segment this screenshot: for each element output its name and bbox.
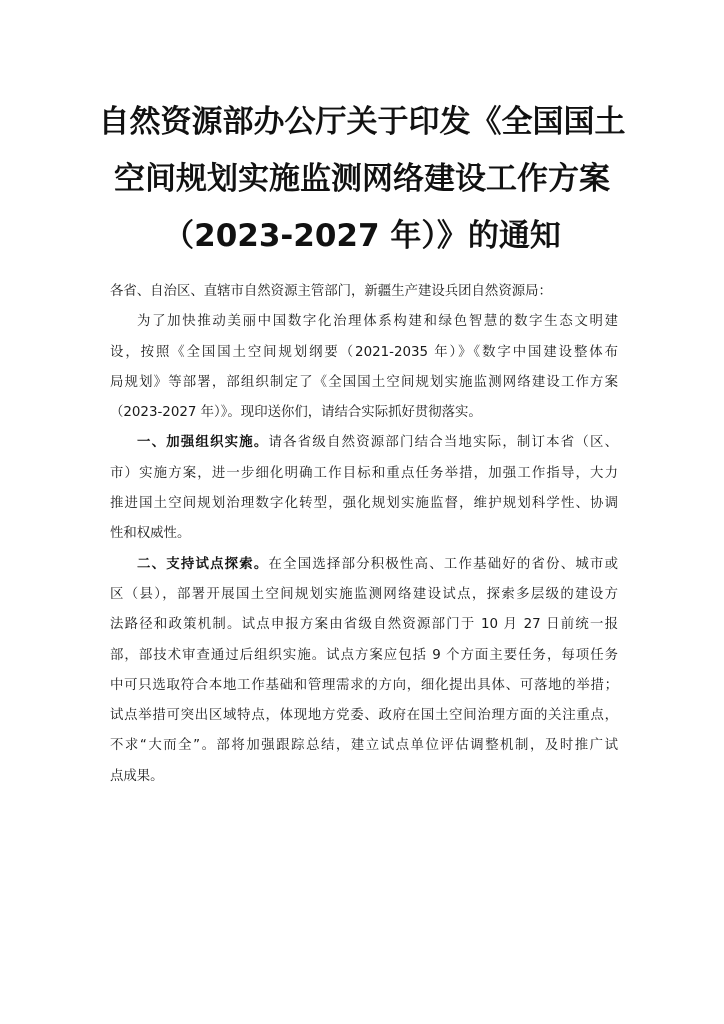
section-2-line-rest: 在全国选择部分积极性高、工作基础好的省份、城市或	[268, 556, 618, 572]
section-2-first-line	[110, 550, 618, 580]
intro-line: 设，按照《全国国土空间规划纲要（2021-2035 年）》《数字中国建设整体布	[110, 344, 618, 360]
section-2-line: 试点举措可突出区域特点，体现地方党委、政府在国土空间治理方面的关注重点，	[110, 708, 618, 724]
intro-line: 为了加快推动美丽中国数字化治理体系构建和绿色智慧的数字生态文明建	[137, 314, 618, 330]
salutation	[110, 277, 618, 307]
section-2-line: 部，部技术审查通过后组织实施。试点方案应包括 9 个方面主要任务，每项任务	[110, 647, 618, 663]
title-line-3: （2023-2027 年）》的通知	[163, 218, 561, 254]
section-1-paragraph	[110, 428, 618, 549]
section-1-first-line	[110, 428, 618, 458]
salutation-text: 各省、自治区、直辖市自然资源主管部门，新疆生产建设兵团自然资源局：	[110, 284, 552, 299]
intro-line: （2023-2027 年）》。现印送你们，请结合实际抓好贯彻落实。	[110, 405, 482, 421]
section-2-line: 中可只选取符合本地工作基础和管理需求的方向，细化提出具体、可落地的举措；	[110, 677, 618, 693]
intro-paragraph	[110, 307, 618, 428]
section-1-line-rest: 请各省级自然资源部门结合当地实际，制订本省（区、	[268, 435, 618, 451]
section-1-line: 推进国土空间规划治理数字化转型，强化规划实施监督，维护规划科学性、协调	[110, 496, 618, 512]
section-2-heading: 二、支持试点探索。	[137, 556, 269, 572]
section-2-line: 不求“大而全”。部将加强跟踪总结，建立试点单位评估调整机制，及时推广试	[110, 738, 618, 754]
document-body	[110, 277, 618, 792]
section-1-line: 市）实施方案，进一步细化明确工作目标和重点任务举措，加强工作指导，大力	[110, 465, 618, 481]
title-line-1: 自然资源部办公厅关于印发《全国国土	[98, 104, 626, 140]
title-line-2: 空间规划实施监测网络建设工作方案	[114, 161, 610, 197]
section-2-line: 区（县），部署开展国土空间规划实施监测网络建设试点，探索多层级的建设方	[110, 586, 618, 602]
section-1-heading: 一、加强组织实施。	[137, 435, 269, 451]
document-title	[60, 94, 664, 265]
section-2-line: 法路径和政策机制。试点申报方案由省级自然资源部门于 10 月 27 日前统一报	[110, 617, 618, 633]
section-2-line: 点成果。	[110, 768, 164, 784]
section-1-line: 性和权威性。	[110, 526, 191, 542]
intro-line: 局规划》等部署，部组织制定了《全国国土空间规划实施监测网络建设工作方案	[110, 374, 618, 390]
section-2-paragraph	[110, 550, 618, 792]
